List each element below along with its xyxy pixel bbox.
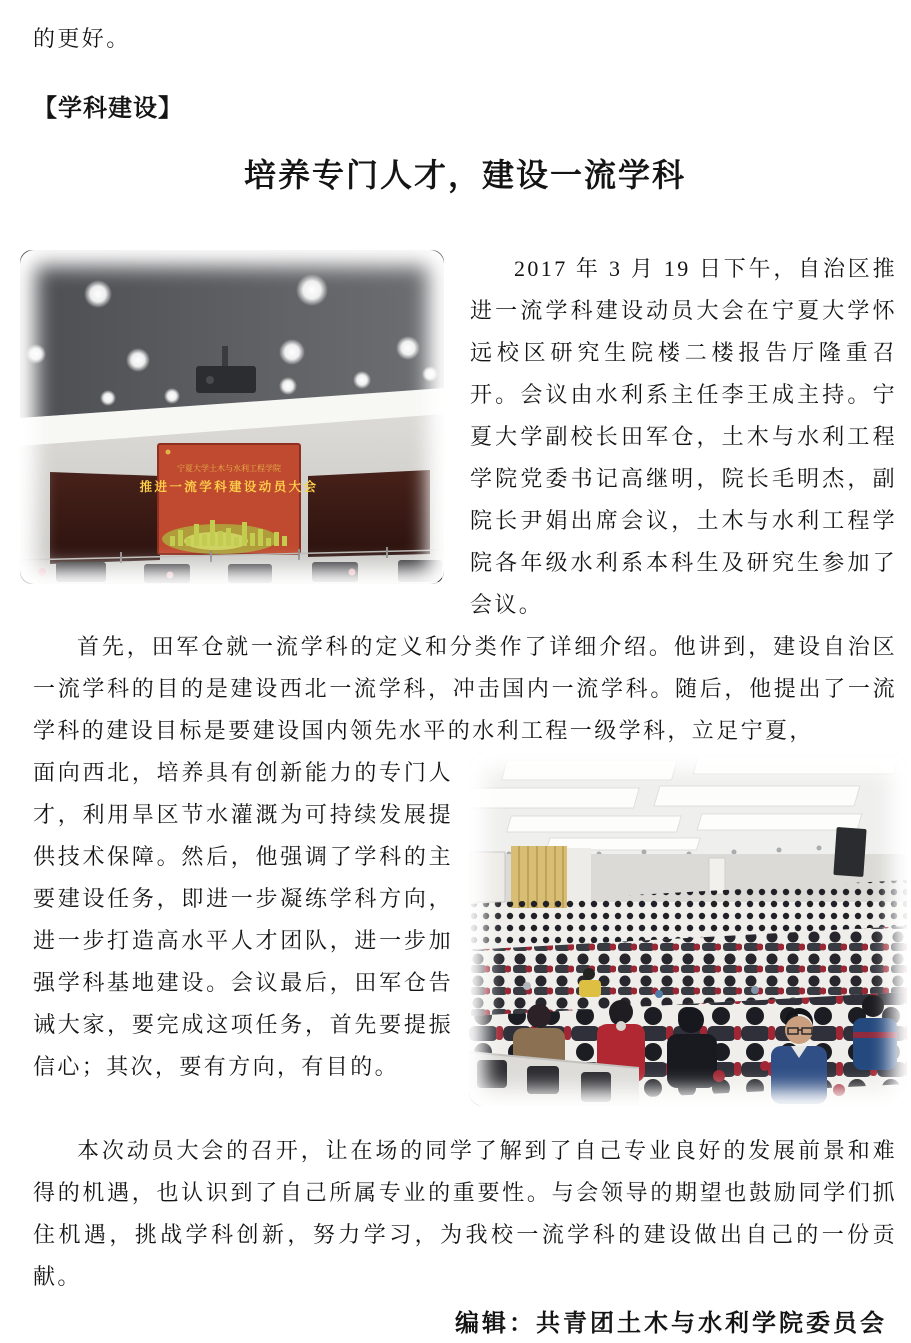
paragraph-2-part1	[33, 626, 897, 752]
section-header: 【学科建设】	[33, 96, 183, 122]
paragraph-3-text: 本次动员大会的召开，让在场的同学了解到了自己专业良好的发展前景和难得的机遇，也认识到了自己所属专业的重要性。与会领导的期望也鼓励同学们抓住机遇，挑战学科创新，努力学习，为我校一流学科的建设做出自己的一份贡献。	[33, 1138, 897, 1289]
paragraph-2-part2-text: 面向西北，培养具有创新能力的专门人才，利用旱区节水灌溉为可持续发展提供技术保障。然后，他强调了学科的主要建设任务，即进一步凝练学科方向，进一步打造高水平人才团队，进一步加强学科基地建设。会议最后，田军仓告诫大家，要完成这项任务，首先要提振信心；其次，要有方向，有目的。	[33, 760, 453, 1079]
screen-slide-text-small: 宁夏大学土木与水利工程学院	[177, 464, 281, 473]
article-title: 培养专门人才，建设一流学科	[243, 157, 686, 193]
paragraph-1-text: 2017 年 3 月 19 日下午，自治区推进一流学科建设动员大会在宁夏大学怀远校区研究生院楼二楼报告厅隆重召开。会议由水利系主任李王成主持。宁夏大学副校长田军仓，土木与水利工程学院党委书记高继明，院长毛明杰，副院长尹娟出席会议，土木与水利工程学院各年级水利系本科生及研究生参加了会议。	[470, 256, 897, 617]
yellow-curtain	[511, 846, 567, 908]
dark-coat-person	[667, 1034, 717, 1088]
paragraph-3	[33, 1130, 897, 1298]
screen-slide-text-large: 推进一流学科建设动员大会	[139, 480, 319, 494]
blue-jacket-person	[853, 1018, 897, 1070]
photo-lecture-hall	[20, 250, 444, 584]
paragraph-2-part1-text: 首先，田军仓就一流学科的定义和分类作了详细介绍。他讲到，建设自治区一流学科的目的是建设西北一流学科，冲击国内一流学科。随后，他提出了一流学科的建设目标是要建设国内领先水平的水利工程一级学科，立足宁夏，	[33, 634, 897, 743]
audience-illustration	[469, 754, 907, 1106]
article-body	[33, 248, 897, 1343]
projection-screen	[140, 444, 319, 554]
back-door	[471, 852, 505, 902]
paragraph-1	[33, 248, 897, 626]
editor-credit: 编辑：共青团土木与水利学院委员会	[455, 1311, 887, 1337]
ac-unit	[709, 858, 725, 894]
photo-audience	[469, 754, 907, 1106]
paragraph-intro-tail: 的更好。	[33, 26, 131, 51]
wall-column	[567, 848, 591, 904]
yellow-jacket-person	[579, 980, 601, 997]
speaker-box	[833, 827, 866, 877]
paragraph-2-part2	[33, 752, 897, 1130]
lecture-hall-illustration	[20, 250, 444, 584]
